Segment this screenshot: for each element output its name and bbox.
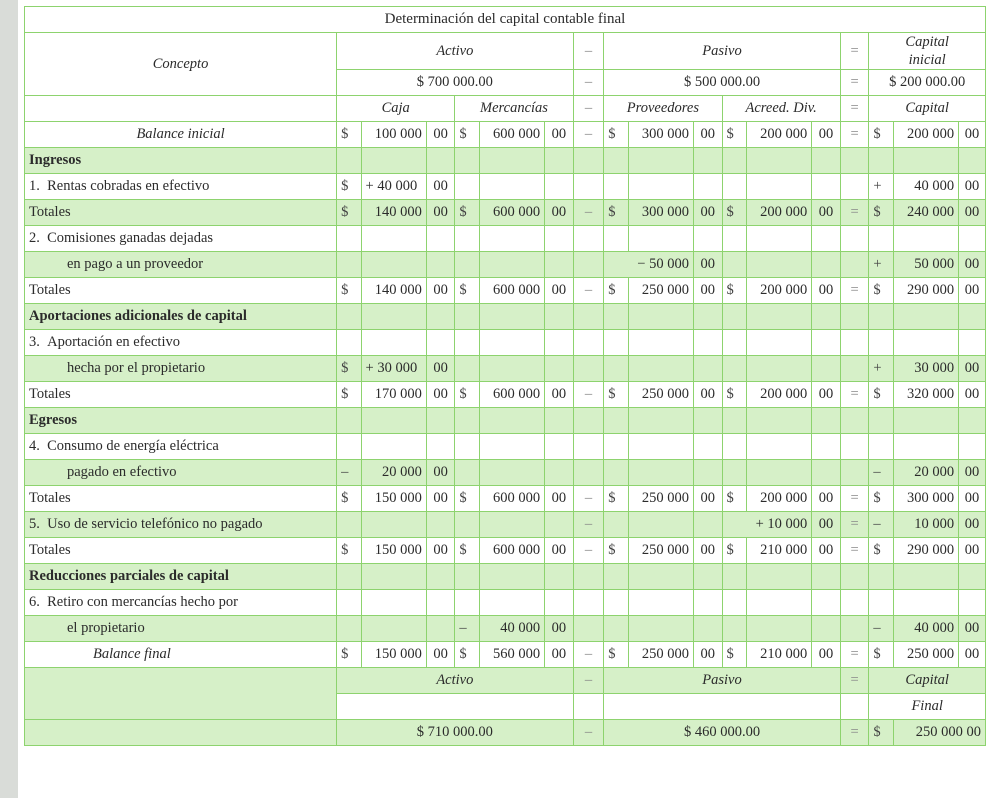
mercancias-header: Mercancías [455,96,573,122]
table-row: Totales $ 150 000 00 $ 600 000 00 – $ 250 000 00 $ 200 000 00 = $ 300 000 00 [25,486,986,512]
capital-inicial-header: Capital inicial [869,33,986,70]
table-row: 5. Uso de servicio telefónico no pagado – + 10 000 00 = – 10 000 00 [25,512,986,538]
section-aportaciones: Aportaciones adicionales de capital [25,304,337,330]
table-row [25,564,986,590]
concepto-blank [25,96,337,122]
table-row: en pago a un proveedor − 50 000 00 + 50 000 00 [25,252,986,278]
section-egresos: Egresos [25,408,337,434]
table-row: 4. Consumo de energía eléctrica [25,434,986,460]
section-ingresos: Ingresos [25,148,337,174]
capital-header: Capital [869,96,986,122]
table-row [25,148,986,174]
activo-total: $ 700 000.00 [337,70,574,96]
table-row: Activo – Pasivo = Capital [25,668,986,694]
capital-total: $ 200 000.00 [869,70,986,96]
table-row: $ 710 000.00 – $ 460 000.00 = $ 250 000 00 [25,720,986,746]
table-row: 3. Aportación en efectivo [25,330,986,356]
equals-sign: = [840,33,869,70]
table-row: Totales $ 170 000 00 $ 600 000 00 – $ 250 000 00 $ 200 000 00 = $ 320 000 00 [25,382,986,408]
table-row: el propietario – 40 000 00 – 40 000 00 [25,616,986,642]
table-row: pagado en efectivo – 20 000 00 – 20 000 00 [25,460,986,486]
footer-capital-label: Capital [869,668,986,694]
footer-pasivo-label: Pasivo [604,668,841,694]
footer-pasivo-total: $ 460 000.00 [604,720,841,746]
pasivo-header: Pasivo [604,33,841,70]
minus-sign: – [573,70,604,96]
table-row: Totales $ 150 000 00 $ 600 000 00 – $ 250 000 00 $ 210 000 00 = $ 290 000 00 [25,538,986,564]
table-row: Totales $ 140 000 00 $ 600 000 00 – $ 300 000 00 $ 200 000 00 = $ 240 000 00 [25,200,986,226]
pasivo-total: $ 500 000.00 [604,70,841,96]
table-row: Totales $ 140 000 00 $ 600 000 00 – $ 250 000 00 $ 200 000 00 = $ 290 000 00 [25,278,986,304]
caja-header: Caja [337,96,455,122]
table-title: Determinación del capital contable final [25,7,986,33]
table-row [25,408,986,434]
section-reducciones: Reducciones parciales de capital [25,564,337,590]
equals-sign: = [840,70,869,96]
page-margin-strip [0,0,18,798]
capital-table [24,6,986,746]
footer-capital-total: 250 000 00 [893,720,985,746]
table-row: Balance inicial $ 100 000 00 $ 600 000 00 – $ 300 000 00 $ 200 000 00 = $ 200 000 00 [25,122,986,148]
table-row: 2. Comisiones ganadas dejadas [25,226,986,252]
acreed-header: Acreed. Div. [722,96,840,122]
table-row: 6. Retiro con mercancías hecho por [25,590,986,616]
footer-final-label: Final [869,694,986,720]
table-row: Balance final $ 150 000 00 $ 560 000 00 – $ 250 000 00 $ 210 000 00 = $ 250 000 00 [25,642,986,668]
table-row: hecha por el propietario $ + 30 000 00 + 30 000 00 [25,356,986,382]
table-row: 1. Rentas cobradas en efectivo $ + 40 000 00 + 40 000 00 [25,174,986,200]
table-row [25,304,986,330]
footer-activo-total: $ 710 000.00 [337,720,574,746]
concepto-header: Concepto [25,33,337,96]
minus-sign: – [573,96,604,122]
minus-sign: – [573,33,604,70]
equals-sign: = [840,96,869,122]
proveedores-header: Proveedores [604,96,722,122]
activo-header: Activo [337,33,574,70]
footer-activo-label: Activo [337,668,574,694]
